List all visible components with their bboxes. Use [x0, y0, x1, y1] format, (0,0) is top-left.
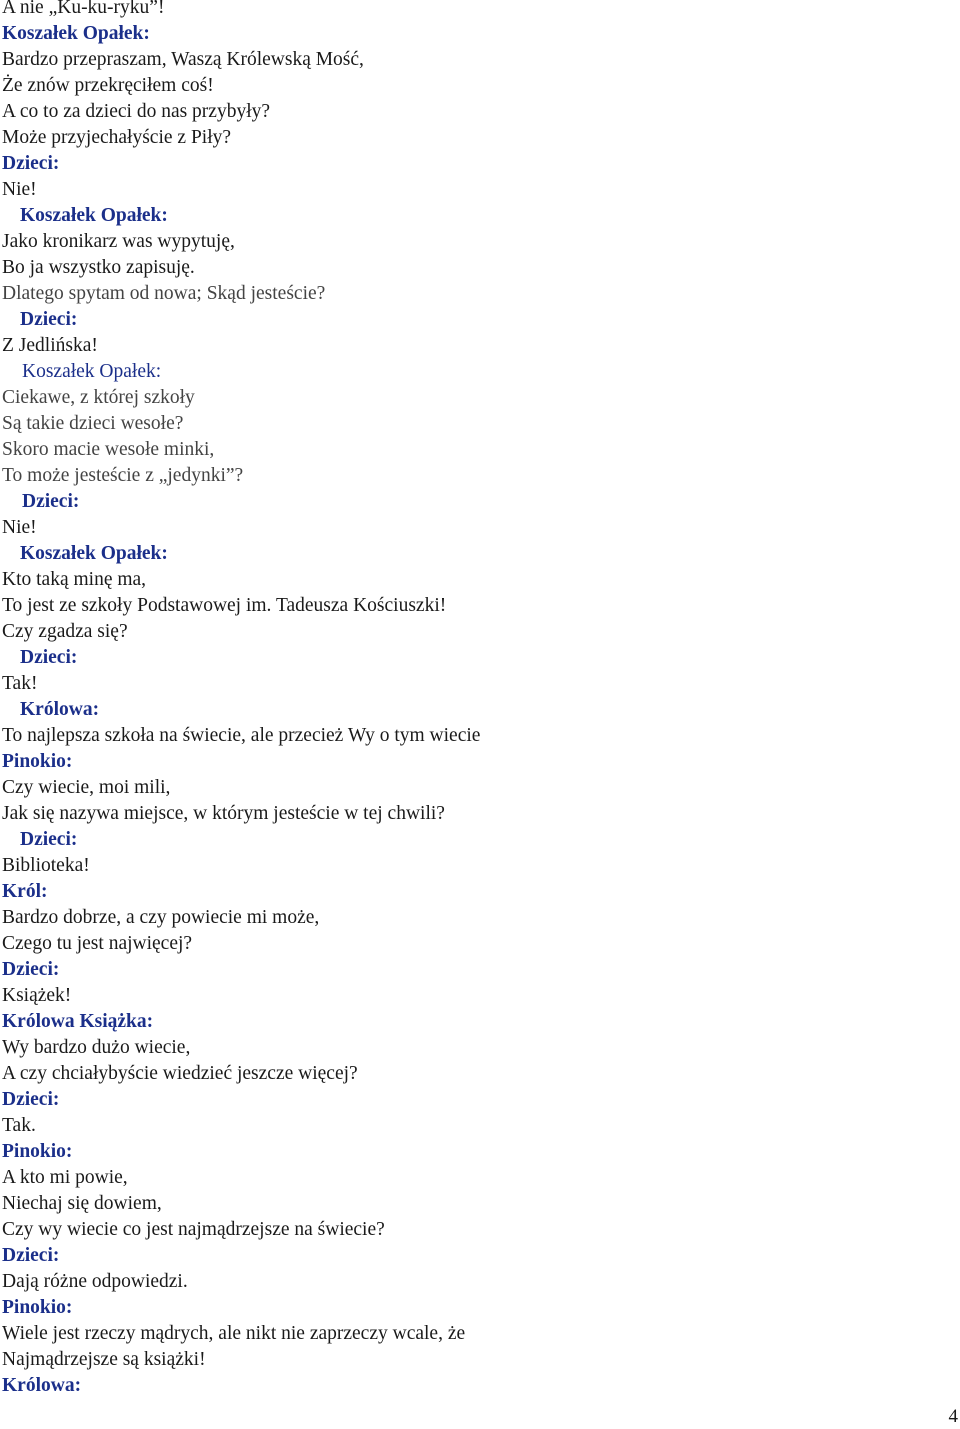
speaker-name: Pinokio: [2, 1141, 73, 1162]
dialogue-line: Kto taką minę ma, [2, 569, 147, 590]
dialogue-line: Są takie dzieci wesołe? [2, 413, 184, 434]
dialogue-line: Wy bardzo dużo wiecie, [2, 1037, 191, 1058]
speaker-name: Dzieci: [20, 647, 78, 668]
dialogue-line: Jako kronikarz was wypytuję, [2, 231, 235, 252]
speaker-name: Dzieci: [2, 153, 60, 174]
dialogue-line: A czy chciałybyście wiedzieć jeszcze więcej? [2, 1063, 358, 1084]
dialogue-line: Że znów przekręciłem coś! [2, 75, 214, 96]
dialogue-line: Biblioteka! [2, 855, 90, 876]
dialogue-line: A co to za dzieci do nas przybyły? [2, 101, 271, 122]
dialogue-line: Ciekawe, z której szkoły [2, 387, 195, 408]
dialogue-line: Z Jedlińska! [2, 335, 98, 356]
speaker-name: Dzieci: [20, 309, 78, 330]
dialogue-line: Dlatego spytam od nowa; Skąd jesteście? [2, 283, 326, 304]
speaker-name: Dzieci: [2, 959, 60, 980]
speaker-name: Koszałek Opałek: [20, 543, 168, 564]
dialogue-line: Wiele jest rzeczy mądrych, ale nikt nie zaprzeczy wcale, że [2, 1323, 466, 1344]
dialogue-line: Czy wiecie, moi mili, [2, 777, 171, 798]
speaker-name: Dzieci: [2, 1245, 60, 1266]
dialogue-line: Najmądrzejsze są książki! [2, 1349, 206, 1370]
dialogue-line: To jest ze szkoły Podstawowej im. Tadeusza Kościuszki! [2, 595, 447, 616]
dialogue-line: Nie! [2, 179, 37, 200]
speaker-name: Koszałek Opałek: [22, 361, 162, 382]
speaker-name: Dzieci: [2, 1089, 60, 1110]
dialogue-line: Tak. [2, 1115, 36, 1136]
speaker-name: Królowa: [2, 1375, 82, 1396]
speaker-name: Pinokio: [2, 1297, 73, 1318]
speaker-name: Dzieci: [22, 491, 80, 512]
dialogue-line: Bardzo dobrze, a czy powiecie mi może, [2, 907, 320, 928]
dialogue-line: Bo ja wszystko zapisuję. [2, 257, 195, 278]
speaker-name: Koszałek Opałek: [20, 205, 168, 226]
dialogue-line: Czego tu jest najwięcej? [2, 933, 193, 954]
dialogue-line: Książek! [2, 985, 72, 1006]
speaker-name: Koszałek Opałek: [2, 23, 150, 44]
speaker-name: Pinokio: [2, 751, 73, 772]
dialogue-line: Dają różne odpowiedzi. [2, 1271, 188, 1292]
dialogue-line: A nie „Ku-ku-ryku”! [2, 0, 165, 18]
dialogue-line: Może przyjechałyście z Piły? [2, 127, 232, 148]
dialogue-line: A kto mi powie, [2, 1167, 128, 1188]
play-script [2, 0, 480, 1399]
dialogue-line: Nie! [2, 517, 37, 538]
dialogue-line: Czy wy wiecie co jest najmądrzejsze na świecie? [2, 1219, 385, 1240]
dialogue-line: Skoro macie wesołe minki, [2, 439, 215, 460]
speaker-name: Królowa Książka: [2, 1011, 154, 1032]
dialogue-line: Czy zgadza się? [2, 621, 128, 642]
dialogue-line: Bardzo przepraszam, Waszą Królewską Mość, [2, 49, 364, 70]
dialogue-line: Tak! [2, 673, 38, 694]
dialogue-line: Jak się nazywa miejsce, w którym jesteście w tej chwili? [2, 803, 445, 824]
speaker-name: Król: [2, 881, 48, 902]
dialogue-line: To może jesteście z „jedynki”? [2, 465, 244, 486]
speaker-name: Królowa: [20, 699, 100, 720]
dialogue-line: Niechaj się dowiem, [2, 1193, 162, 1214]
page-number: 4 [948, 1406, 958, 1427]
speaker-name: Dzieci: [20, 829, 78, 850]
dialogue-line: To najlepsza szkoła na świecie, ale przecież Wy o tym wiecie [2, 725, 481, 746]
